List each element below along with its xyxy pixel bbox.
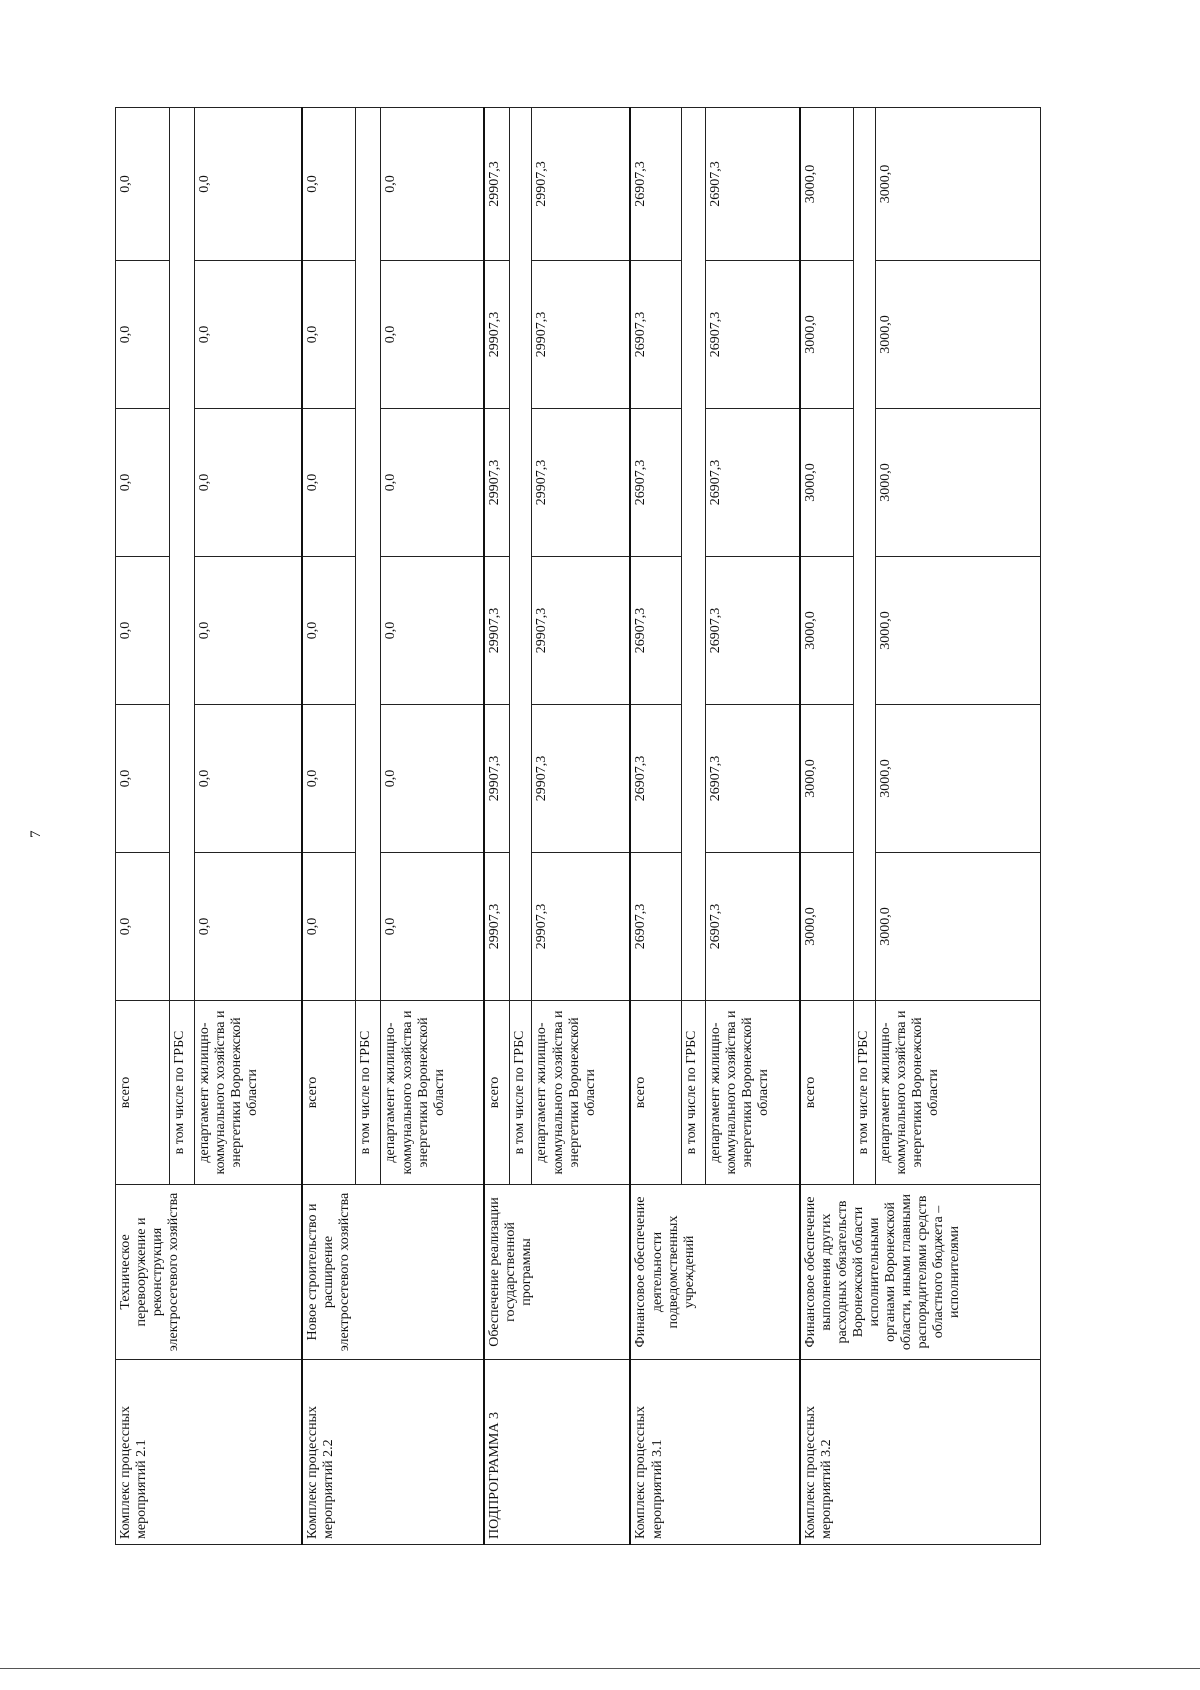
row-description: Обеспечение реализации государственной программы: [484, 1185, 631, 1360]
value-cell: 29907,3: [532, 853, 630, 1001]
table-row: [800, 108, 854, 1545]
row-name: Комплекс процессных мероприятий 3.1: [630, 1360, 799, 1545]
row-description: Новое строительство и расширение электросетевого хозяйства: [302, 1185, 484, 1360]
rotated-table-container: [115, 108, 1041, 1545]
value-cell: 0,0: [381, 409, 484, 557]
value-cell: 0,0: [302, 261, 356, 409]
source-subtotal-label: в том числе по ГРБС: [169, 1001, 195, 1185]
value-cell: 29907,3: [484, 705, 510, 853]
value-cell: 0,0: [381, 108, 484, 261]
value-cell: 26907,3: [705, 705, 799, 853]
value-cell: 3000,0: [876, 705, 1041, 853]
scan-edge-line: [0, 1668, 1200, 1669]
table-row: [302, 108, 356, 1545]
value-cell: 29907,3: [484, 108, 510, 261]
table-row: [484, 108, 510, 1545]
source-total-label: всего: [800, 1001, 854, 1185]
source-department-label: департамент жилищно-коммунального хозяйства и энергетики Воронежской области: [532, 1001, 630, 1185]
source-total-label: всего: [484, 1001, 510, 1185]
value-cell: 26907,3: [630, 705, 681, 853]
row-name: Комплекс процессных мероприятий 2.1: [116, 1360, 302, 1545]
value-cell: 26907,3: [705, 409, 799, 557]
value-cell: 0,0: [302, 409, 356, 557]
value-cell: 3000,0: [800, 853, 854, 1001]
blank-cell: [682, 108, 706, 1001]
budget-table: [115, 107, 1041, 1545]
value-cell: 29907,3: [484, 261, 510, 409]
value-cell: 0,0: [302, 705, 356, 853]
row-description: Финансовое обеспечение выполнения других расходных обязательств Воронежской области исполнительными органами Воронежской области, иными главными распорядителями средств областного бюджета – исполнителями: [800, 1185, 1041, 1360]
value-cell: 0,0: [116, 853, 170, 1001]
value-cell: 3000,0: [876, 557, 1041, 705]
value-cell: 0,0: [302, 557, 356, 705]
row-description: Финансовое обеспечение деятельности подведомственных учреждений: [630, 1185, 799, 1360]
row-name: Комплекс процессных мероприятий 2.2: [302, 1360, 484, 1545]
blank-cell: [853, 108, 876, 1001]
value-cell: 0,0: [381, 557, 484, 705]
value-cell: 29907,3: [532, 557, 630, 705]
value-cell: 3000,0: [800, 409, 854, 557]
value-cell: 0,0: [195, 705, 302, 853]
value-cell: 26907,3: [630, 108, 681, 261]
blank-cell: [169, 108, 195, 1001]
value-cell: 0,0: [116, 261, 170, 409]
value-cell: 26907,3: [630, 557, 681, 705]
source-total-label: всего: [116, 1001, 170, 1185]
source-total-label: всего: [630, 1001, 681, 1185]
source-subtotal-label: в том числе по ГРБС: [509, 1001, 532, 1185]
value-cell: 3000,0: [800, 705, 854, 853]
value-cell: 3000,0: [876, 261, 1041, 409]
value-cell: 0,0: [195, 108, 302, 261]
value-cell: 0,0: [195, 557, 302, 705]
value-cell: 26907,3: [705, 557, 799, 705]
value-cell: 26907,3: [705, 261, 799, 409]
value-cell: 26907,3: [630, 409, 681, 557]
value-cell: 0,0: [195, 261, 302, 409]
value-cell: 3000,0: [800, 108, 854, 261]
value-cell: 26907,3: [630, 853, 681, 1001]
value-cell: 3000,0: [876, 108, 1041, 261]
value-cell: 0,0: [381, 261, 484, 409]
source-department-label: департамент жилищно-коммунального хозяйства и энергетики Воронежской области: [381, 1001, 484, 1185]
value-cell: 29907,3: [532, 261, 630, 409]
value-cell: 26907,3: [630, 261, 681, 409]
value-cell: 0,0: [381, 853, 484, 1001]
value-cell: 0,0: [116, 557, 170, 705]
source-total-label: всего: [302, 1001, 356, 1185]
value-cell: 3000,0: [800, 557, 854, 705]
blank-cell: [355, 108, 381, 1001]
value-cell: 0,0: [116, 409, 170, 557]
row-description: Техническое перевооружение и реконструкция электросетевого хозяйства: [116, 1185, 302, 1360]
row-name: ПОДПРОГРАММА 3: [484, 1360, 631, 1545]
value-cell: 3000,0: [800, 261, 854, 409]
value-cell: 0,0: [195, 853, 302, 1001]
value-cell: 29907,3: [484, 409, 510, 557]
source-subtotal-label: в том числе по ГРБС: [853, 1001, 876, 1185]
page-number: 7: [28, 830, 44, 838]
source-department-label: департамент жилищно-коммунального хозяйства и энергетики Воронежской области: [876, 1001, 1041, 1185]
row-name: Комплекс процессных мероприятий 3.2: [800, 1360, 1041, 1545]
value-cell: 29907,3: [532, 705, 630, 853]
source-subtotal-label: в том числе по ГРБС: [355, 1001, 381, 1185]
value-cell: 3000,0: [876, 409, 1041, 557]
value-cell: 0,0: [381, 705, 484, 853]
source-department-label: департамент жилищно-коммунального хозяйства и энергетики Воронежской области: [195, 1001, 302, 1185]
source-subtotal-label: в том числе по ГРБС: [682, 1001, 706, 1185]
value-cell: 0,0: [195, 409, 302, 557]
table-row: [116, 108, 170, 1545]
value-cell: 0,0: [116, 705, 170, 853]
value-cell: 29907,3: [532, 108, 630, 261]
table-row: [630, 108, 681, 1545]
value-cell: 3000,0: [876, 853, 1041, 1001]
value-cell: 0,0: [302, 853, 356, 1001]
value-cell: 29907,3: [484, 853, 510, 1001]
value-cell: 0,0: [302, 108, 356, 261]
value-cell: 29907,3: [484, 557, 510, 705]
value-cell: 29907,3: [532, 409, 630, 557]
value-cell: 26907,3: [705, 853, 799, 1001]
source-department-label: департамент жилищно-коммунального хозяйства и энергетики Воронежской области: [705, 1001, 799, 1185]
blank-cell: [509, 108, 532, 1001]
value-cell: 0,0: [116, 108, 170, 261]
value-cell: 26907,3: [705, 108, 799, 261]
